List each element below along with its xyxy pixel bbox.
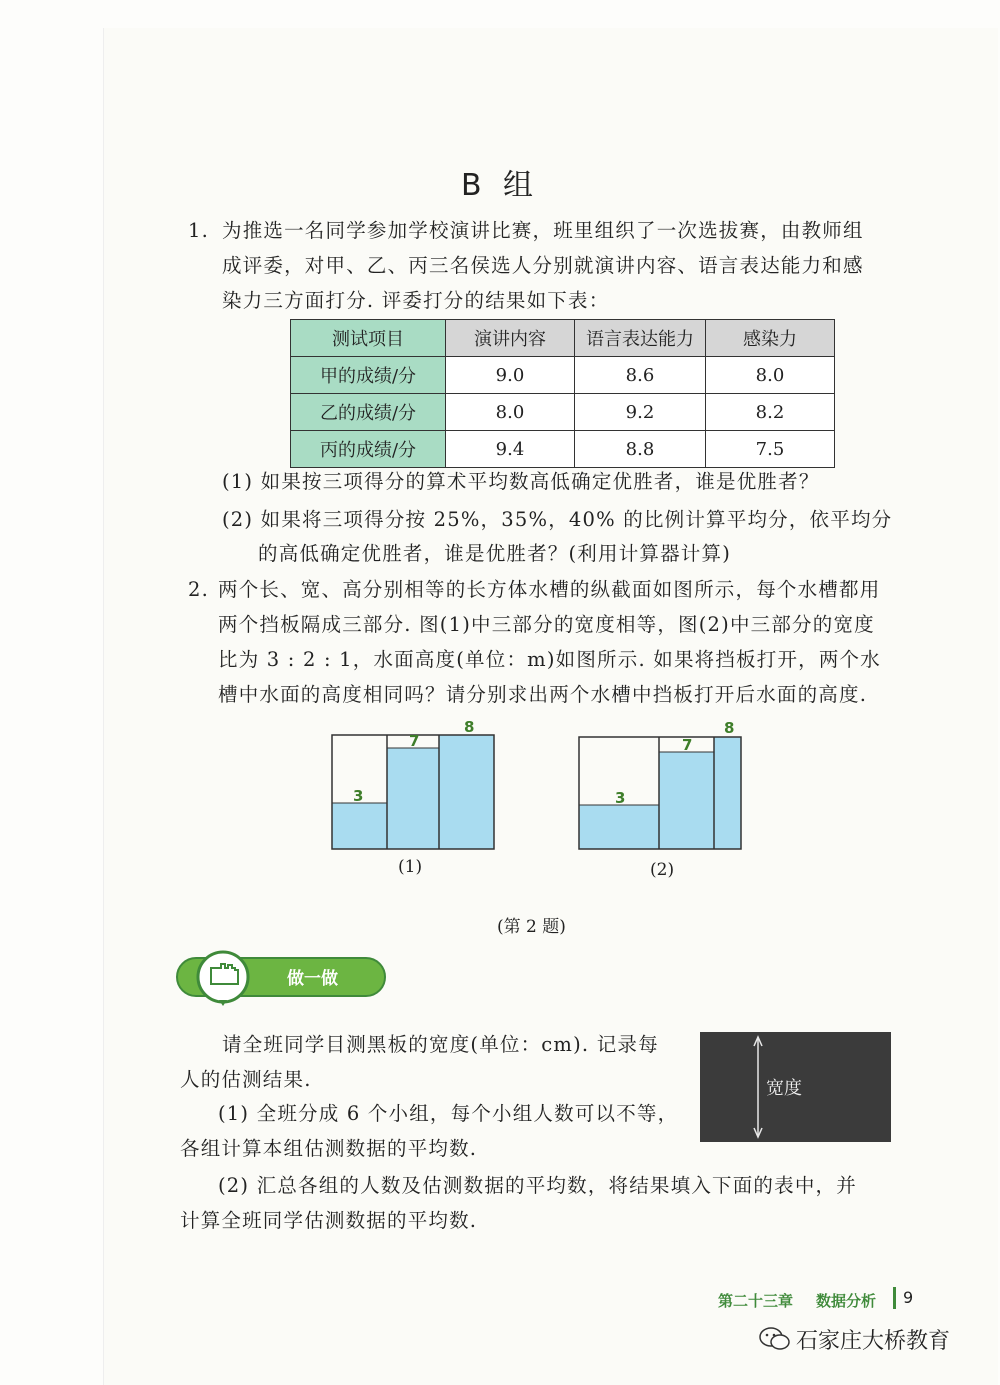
activity-p2-line2: 各组计算本组估测数据的平均数.	[180, 1137, 478, 1160]
badge-label: 做一做	[287, 969, 338, 989]
table-row	[291, 394, 835, 431]
table-row-header: 甲的成绩/分	[291, 357, 446, 394]
level-label-3: 3	[353, 787, 364, 805]
activity-p1-line1: 请全班同学目测黑板的宽度(单位：cm). 记录每	[222, 1033, 659, 1056]
hand-icon	[211, 964, 238, 984]
table-header-cell: 测试项目	[291, 320, 446, 357]
tank-figure-1	[325, 715, 505, 855]
level-label-8: 8	[724, 719, 735, 737]
problem1-line2: 成评委，对甲、乙、丙三名侯选人分别就演讲内容、语言表达能力和感	[222, 254, 864, 277]
watermark-text: 石家庄大桥教育	[796, 1329, 951, 1354]
footer-divider	[893, 1287, 896, 1309]
table-cell: 9.2	[575, 394, 706, 431]
problem1-question1: (1) 如果按三项得分的算术平均数高低确定优胜者，谁是优胜者？	[222, 470, 820, 493]
problem1-question2-line2: 的高低确定优胜者，谁是优胜者？(利用计算器计算)	[258, 542, 732, 565]
table-header-row	[291, 320, 835, 357]
board-label: 宽度	[766, 1078, 802, 1099]
water-section-left	[579, 805, 659, 849]
table-row-header: 乙的成绩/分	[291, 394, 446, 431]
problem1-number: 1.	[188, 219, 210, 242]
table-row	[291, 357, 835, 394]
problem2-line1: 两个长、宽、高分别相等的长方体水槽的纵截面如图所示，每个水槽都用	[218, 578, 881, 601]
table-cell: 8.0	[706, 357, 835, 394]
table-header-cell: 语言表达能力	[575, 320, 706, 357]
page-number: 9	[903, 1288, 914, 1307]
table-cell: 8.6	[575, 357, 706, 394]
footer-chapter: 第二十三章	[718, 1292, 794, 1310]
table-row-header: 丙的成绩/分	[291, 431, 446, 468]
section-title: B 组	[460, 168, 540, 203]
level-label-8: 8	[464, 718, 475, 736]
level-label-7: 7	[409, 732, 420, 750]
figure1-caption: (1)	[398, 857, 423, 877]
activity-p1-line2: 人的估测结果.	[180, 1068, 312, 1091]
water-section-middle	[387, 748, 439, 849]
activity-p3-line1: (2) 汇总各组的人数及估测数据的平均数，将结果填入下面的表中，并	[218, 1174, 857, 1197]
water-section-right	[714, 737, 741, 849]
table-row	[291, 431, 835, 468]
figure2-caption: (2)	[650, 860, 675, 880]
figure-caption: (第 2 题)	[497, 917, 566, 937]
water-section-right	[439, 735, 494, 849]
level-label-7: 7	[682, 736, 693, 754]
tank-figure-2	[572, 715, 752, 855]
footer-section: 数据分析	[816, 1292, 877, 1310]
water-section-left	[332, 803, 387, 849]
table-header-cell: 演讲内容	[446, 320, 575, 357]
blackboard-illustration	[700, 1032, 891, 1142]
table-cell: 8.8	[575, 431, 706, 468]
water-section-middle	[659, 752, 714, 849]
problem2-number: 2.	[188, 578, 210, 601]
table-cell: 9.0	[446, 357, 575, 394]
score-table-wrapper	[290, 319, 835, 468]
level-label-3: 3	[615, 789, 626, 807]
table-cell: 7.5	[706, 431, 835, 468]
problem2-line3: 比为 3 : 2 : 1，水面高度(单位：m)如图所示. 如果将挡板打开，两个水	[218, 648, 881, 671]
problem1-line1: 为推选一名同学参加学校演讲比赛，班里组织了一次选拔赛，由教师组	[222, 219, 864, 242]
score-table	[290, 319, 835, 468]
activity-badge	[175, 950, 390, 1012]
activity-p2-line1: (1) 全班分成 6 个小组，每个小组人数可以不等，	[218, 1102, 679, 1125]
wechat-icon	[758, 1325, 792, 1353]
problem1-line3: 染力三方面打分. 评委打分的结果如下表：	[222, 289, 610, 312]
table-cell: 9.4	[446, 431, 575, 468]
table-cell: 8.0	[446, 394, 575, 431]
activity-p3-line2: 计算全班同学估测数据的平均数.	[180, 1209, 478, 1232]
problem2-line4: 槽中水面的高度相同吗？请分别求出两个水槽中挡板打开后水面的高度.	[218, 683, 868, 706]
problem1-question2-line1: (2) 如果将三项得分按 25%，35%，40% 的比例计算平均分，依平均分	[222, 508, 893, 531]
table-header-cell: 感染力	[706, 320, 835, 357]
table-cell: 8.2	[706, 394, 835, 431]
problem2-line2: 两个挡板隔成三部分. 图(1)中三部分的宽度相等，图(2)中三部分的宽度	[218, 613, 875, 636]
